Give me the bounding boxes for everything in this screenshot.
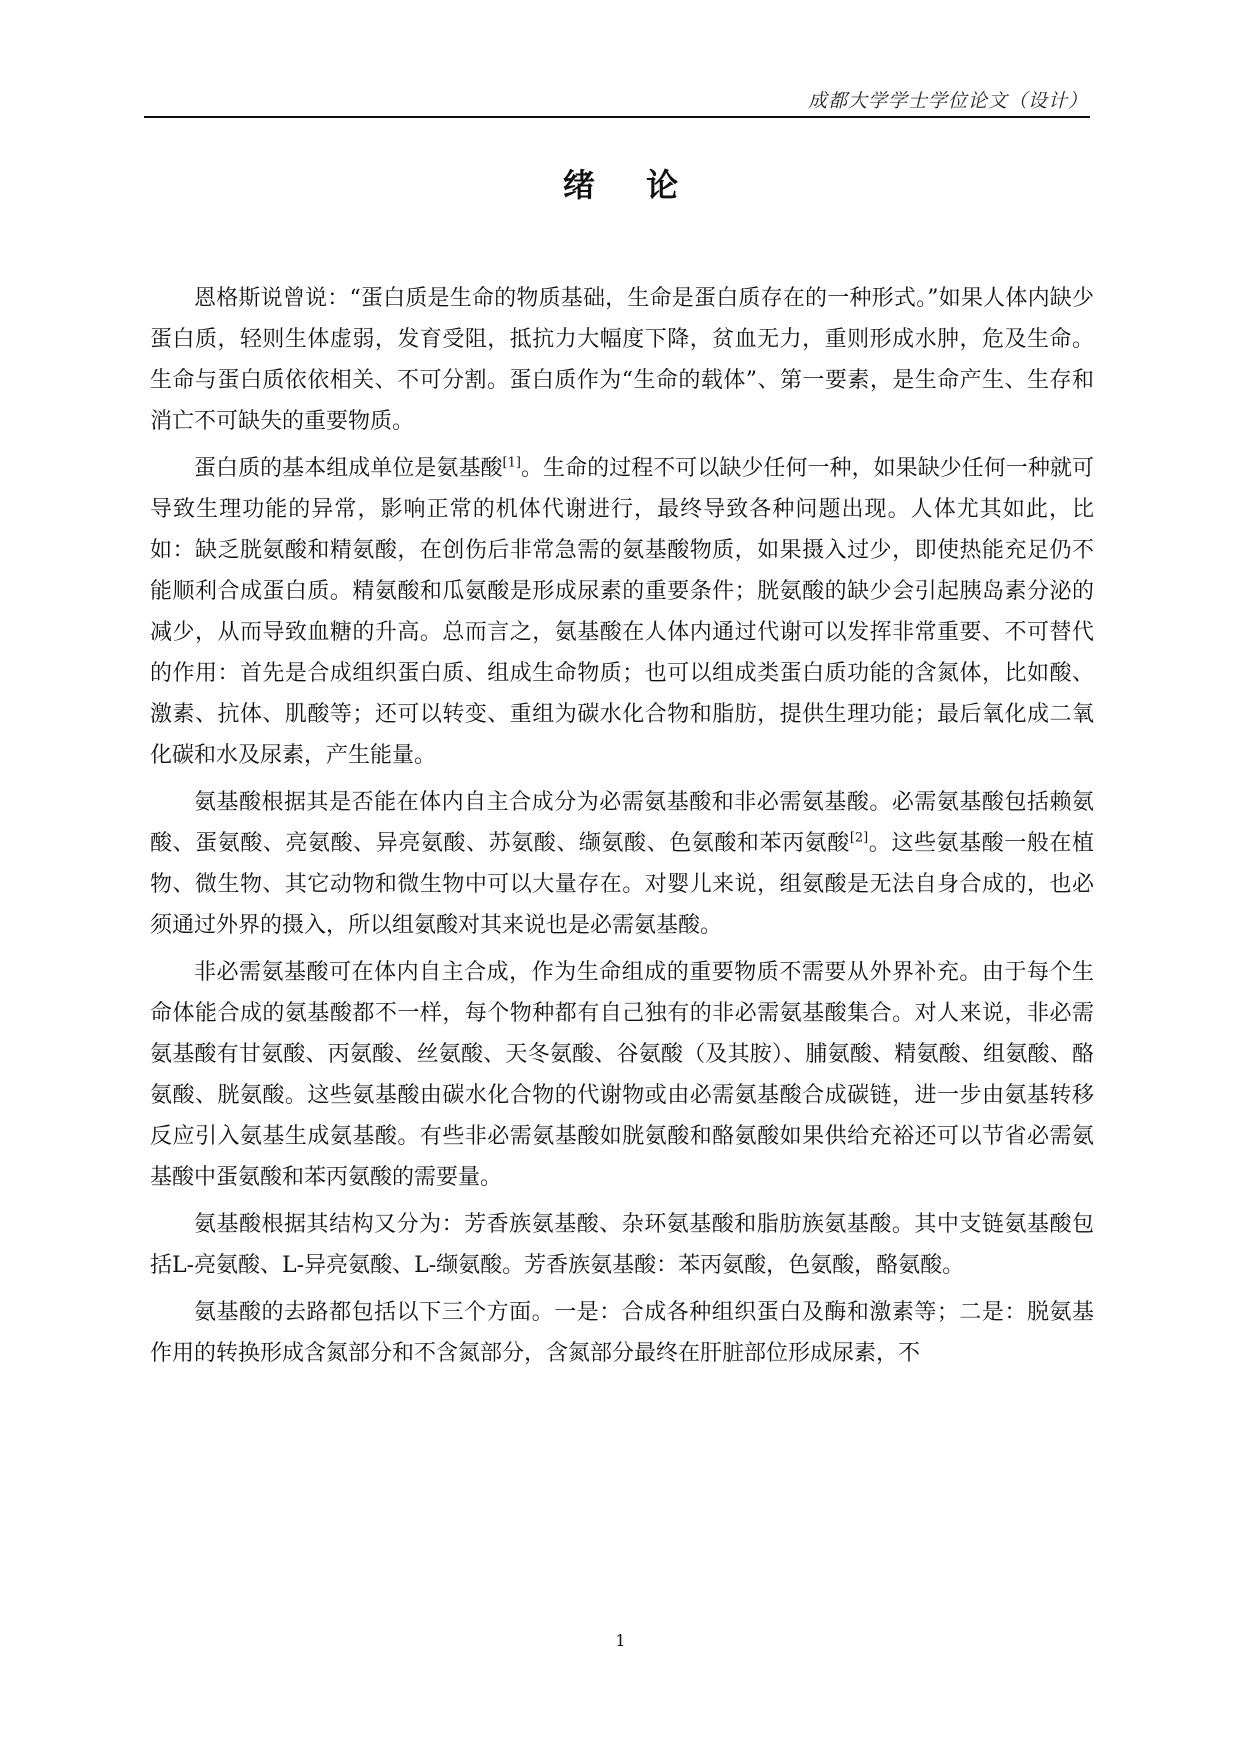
paragraph-2: [150, 448, 1094, 776]
paragraph-3-text-b: 。这些氨基酸一般在植物、微生物、其它动物和微生物中可以大量存在。对婴儿来说，组氨酸是无法自身合成的，也必须通过外界的摄入，所以组氨酸对其来说也是必需氨基酸。: [150, 831, 1094, 938]
citation-2: [2]: [849, 830, 869, 846]
page-number: 1: [615, 1631, 626, 1650]
header-rule: [144, 116, 1090, 118]
chapter-title: 绪 论: [562, 166, 699, 204]
paragraph-4: 非必需氨基酸可在体内自主合成，作为生命组成的重要物质不需要从外界补充。由于每个生命体能合成的氨基酸都不一样，每个物种都有自己独有的非必需氨基酸集合。对人来说，非必需氨基酸有甘氨酸、丙氨酸、丝氨酸、天冬氨酸、谷氨酸（及其胺）、脯氨酸、精氨酸、组氨酸、酪氨酸、胱氨酸。这些氨基酸由碳水化合物的代谢物或由必需氨基酸合成碳链，进一步由氨基转移反应引入氨基生成氨基酸。有些非必需氨基酸如胱氨酸和酪氨酸如果供给充裕还可以节省必需氨基酸中蛋氨酸和苯丙氨酸的需要量。: [150, 960, 1094, 1190]
paragraph-3-text-a: 氨基酸根据其是否能在体内自主合成分为必需氨基酸和非必需氨基酸。必需氨基酸包括赖氨酸、蛋氨酸、亮氨酸、异亮氨酸、苏氨酸、缬氨酸、色氨酸和苯丙氨酸: [150, 790, 1094, 856]
paragraph-3: [150, 782, 1094, 946]
citation-1: [1]: [502, 455, 521, 471]
paragraph-2-text-b: 。生命的过程不可以缺少任何一种，如果缺少任何一种就可导致生理功能的异常，影响正常的机体代谢进行，最终导致各种问题出现。人体尤其如此，比如：缺乏胱氨酸和精氨酸，在创伤后非常急需的氨基酸物质，如果摄入过少，即使热能充足仍不能顺利合成蛋白质。精氨酸和瓜氨酸是形成尿素的重要条件；胱氨酸的缺少会引起胰岛素分泌的减少，从而导致血糖的升高。总而言之，氨基酸在人体内通过代谢可以发挥非常重要、不可替代的作用：首先是合成组织蛋白质、组成生命物质；也可以组成类蛋白质功能的含氮体，比如酸、激素、抗体、肌酸等；还可以转变、重组为碳水化合物和脂肪，提供生理功能；最后氧化成二氧化碳和水及尿素，产生能量。: [150, 456, 1094, 768]
paragraph-1: 恩格斯说曾说：“蛋白质是生命的物质基础，生命是蛋白质存在的一种形式。”如果人体内缺少蛋白质，轻则生体虚弱，发育受阻，抵抗力大幅度下降，贫血无力，重则形成水肿，危及生命。生命与蛋白质依依相关、不可分割。蛋白质作为“生命的载体”、第一要素，是生命产生、生存和消亡不可缺失的重要物质。: [150, 286, 1094, 434]
paragraph-6: 氨基酸的去路都包括以下三个方面。一是：合成各种组织蛋白及酶和激素等；二是：脱氨基作用的转换形成含氮部分和不含氮部分，含氮部分最终在肝脏部位形成尿素，不: [150, 1300, 1094, 1366]
body-text: [150, 278, 1094, 1380]
running-header: 成都大学学士学位论文（设计）: [807, 90, 1088, 112]
paragraph-5: 氨基酸根据其结构又分为：芳香族氨基酸、杂环氨基酸和脂肪族氨基酸。其中支链氨基酸包括L-亮氨酸、L-异亮氨酸、L-缬氨酸。芳香族氨基酸：苯丙氨酸，色氨酸，酪氨酸。: [150, 1212, 1094, 1278]
paragraph-2-text-a: 蛋白质的基本组成单位是氨基酸: [194, 456, 503, 481]
